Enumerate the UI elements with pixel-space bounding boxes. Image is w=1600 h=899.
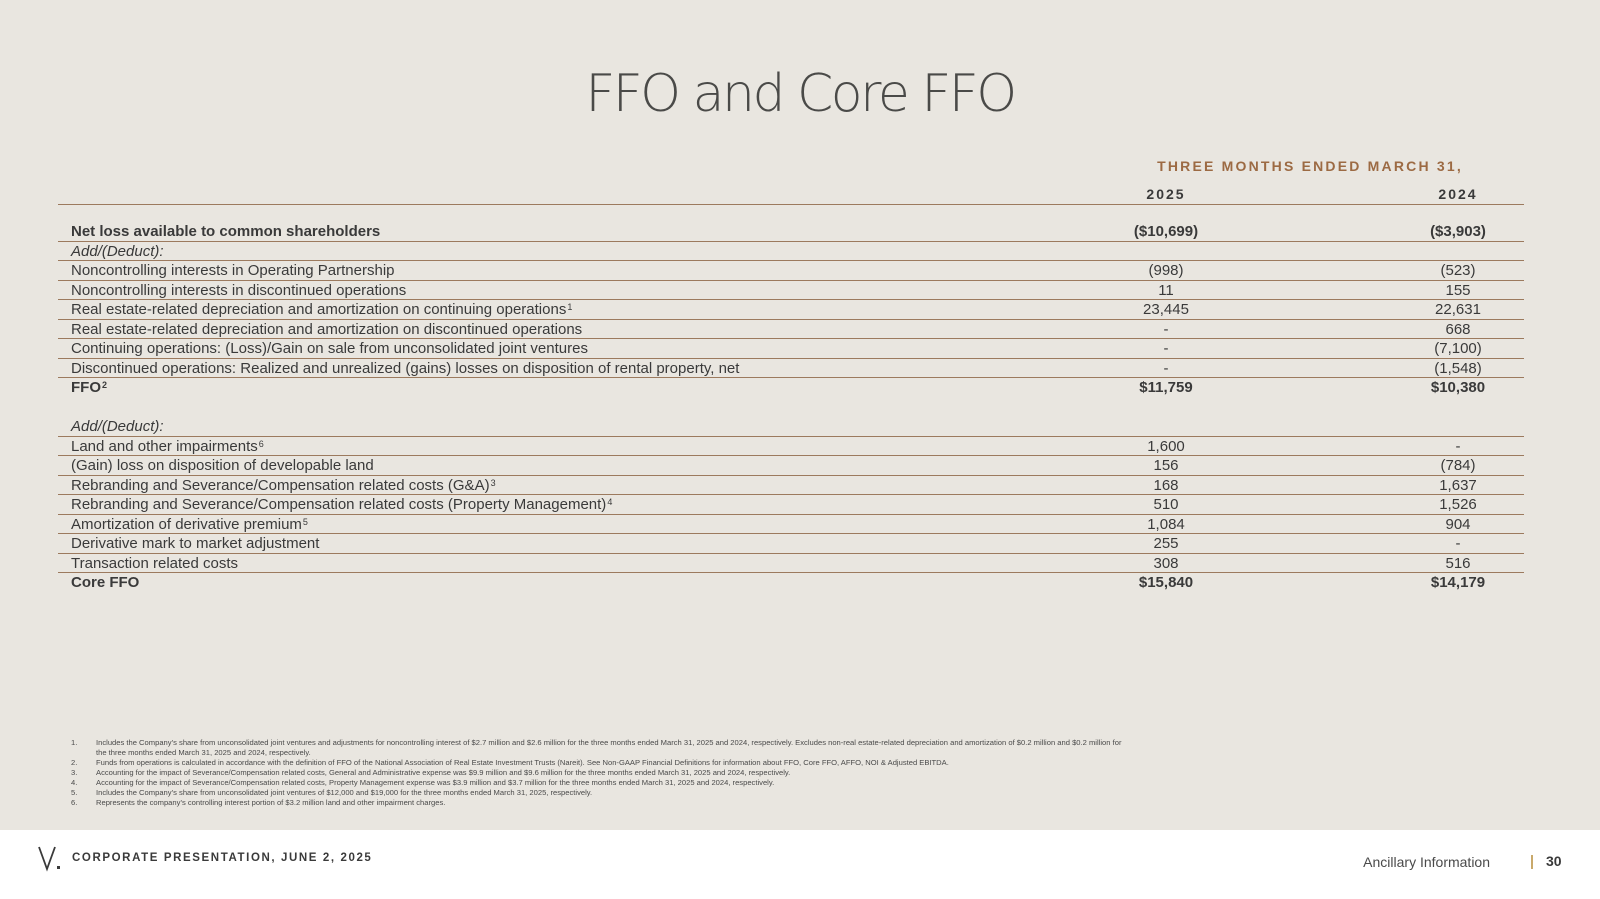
value-2025: -: [1163, 359, 1169, 377]
footnote: [71, 788, 1131, 798]
footnote-ref: 6: [258, 438, 264, 449]
period-header: THREE MONTHS ENDED MARCH 31,: [1157, 158, 1463, 174]
section-label: Ancillary Information: [1363, 854, 1490, 870]
table-row: [58, 242, 1524, 262]
page-number: 30: [1546, 853, 1562, 869]
value-2024: (523): [1440, 262, 1476, 279]
footnote: [71, 738, 1131, 758]
row-label: Continuing operations: (Loss)/Gain on sale from unconsolidated joint ventures: [71, 340, 588, 357]
value-2025: 156: [1153, 457, 1179, 474]
value-2024: (1,548): [1434, 359, 1482, 377]
table-row: [58, 281, 1524, 301]
row-label: FFO$^2$: [71, 379, 108, 396]
value-2024: 155: [1445, 281, 1471, 299]
footnote-text: Includes the Company’s share from unconsolidated joint ventures of $12,000 and $19,000 for the three months ended March 31, 2025, respectively.: [96, 788, 593, 797]
row-label: Core FFO: [71, 574, 140, 591]
table-row: [58, 495, 1524, 515]
table-row: [58, 554, 1524, 574]
value-2024: 516: [1445, 554, 1471, 572]
footnote: [71, 798, 1131, 808]
row-label: Noncontrolling interests in Operating Partnership: [71, 262, 395, 279]
footnotes: [71, 738, 1131, 808]
footnote: [71, 758, 1131, 768]
row-label: Noncontrolling interests in discontinued operations: [71, 281, 407, 299]
table-row: [58, 261, 1524, 281]
year-2024-header: 2024: [1438, 186, 1478, 202]
value-2025: 168: [1153, 476, 1179, 494]
row-label: Add/(Deduct):: [71, 242, 164, 260]
company-logo-icon: [38, 844, 62, 872]
footnote-number: 4.: [71, 778, 78, 787]
row-label: Real estate-related depreciation and amortization on discontinued operations: [71, 320, 583, 338]
value-2025: -: [1163, 340, 1169, 357]
footnote-text: Accounting for the impact of Severance/Compensation related costs, General and Administrative expense was $9.9 million and $9.6 million for the three months ended March 31, 2025 and 2024, respectively.: [96, 768, 791, 777]
row-label: Discontinued operations: Realized and unrealized (gains) losses on disposition of rental property, net: [71, 359, 740, 377]
footnote-number: 2.: [71, 758, 78, 767]
table-row: [58, 456, 1524, 476]
footnote-ref: 2: [102, 380, 108, 390]
table-row: [58, 515, 1524, 535]
footnote: [71, 778, 1131, 788]
divider-bar: [1531, 855, 1533, 869]
value-2024: $14,179: [1430, 574, 1486, 591]
value-2025: -: [1163, 320, 1169, 338]
year-2025-header: 2025: [1146, 186, 1186, 202]
table-row: [58, 359, 1524, 379]
row-label: Land and other impairments$^6$: [71, 437, 264, 455]
value-2025: (998): [1148, 262, 1184, 279]
table-row: [58, 476, 1524, 496]
row-label: Rebranding and Severance/Compensation related costs (Property Management)$^4$: [71, 496, 613, 513]
value-2025: 11: [1158, 281, 1174, 299]
footnote-text: Represents the company’s controlling interest portion of $3.2 million land and other impairment charges.: [96, 798, 446, 807]
footnote-ref: 3: [490, 477, 496, 488]
table-row: [58, 300, 1524, 320]
core-ffo-total-row: [58, 573, 1524, 593]
value-2025: 510: [1153, 496, 1179, 513]
table-row: [58, 534, 1524, 554]
value-2024: 1,637: [1439, 476, 1477, 494]
value-2024: -: [1455, 535, 1461, 552]
value-2024: (7,100): [1434, 340, 1482, 357]
footnote-ref: 5: [302, 516, 308, 527]
row-label: (Gain) loss on disposition of developable land: [71, 457, 374, 474]
row-label: Real estate-related depreciation and amortization on continuing operations$^1$: [71, 301, 573, 318]
value-2025: 308: [1153, 554, 1179, 572]
value-2024: (784): [1440, 457, 1476, 474]
footnote-number: 6.: [71, 798, 78, 807]
row-label: Derivative mark to market adjustment: [71, 535, 320, 552]
value-2024: $10,380: [1430, 379, 1486, 396]
value-2024: 1,526: [1439, 496, 1477, 513]
table-row: [58, 222, 1524, 242]
row-label: Rebranding and Severance/Compensation related costs (G&A)$^3$: [71, 476, 496, 494]
value-2024: 22,631: [1435, 301, 1481, 318]
value-2025: $15,840: [1138, 574, 1194, 591]
row-label: Transaction related costs: [71, 554, 239, 572]
table-row: [58, 417, 1524, 437]
footnote-ref: 1: [567, 302, 573, 312]
footnote-text: Includes the Company’s share from unconsolidated joint ventures and adjustments for noncontrolling interest of $2.7 million and $2.6 million for the three months ended March 31, 2025 and 2024, respectively. Excludes non-real estate-related depreciation and amortization of $0.2 million and $0.2 million for the three months ended March 31, 2025 and 2024, respectively.: [96, 738, 1122, 757]
value-2025: $11,759: [1139, 379, 1193, 396]
presentation-label: CORPORATE PRESENTATION, JUNE 2, 2025: [72, 852, 373, 864]
value-2024: -: [1455, 437, 1461, 455]
row-label: Net loss available to common shareholders: [71, 223, 381, 240]
header-divider: [58, 204, 1524, 205]
footnote-number: 5.: [71, 788, 78, 797]
table-row: [58, 437, 1524, 457]
ffo-table: [58, 222, 1524, 593]
footnote-ref: 4: [607, 497, 613, 507]
value-2025: 23,445: [1143, 301, 1189, 318]
footnote-number: 3.: [71, 768, 78, 777]
value-2025: 1,084: [1147, 515, 1185, 533]
value-2024: 904: [1445, 515, 1471, 533]
value-2025: 1,600: [1147, 437, 1185, 455]
table-row: [58, 320, 1524, 340]
table-row: [58, 339, 1524, 359]
ffo-total-row: [58, 378, 1524, 398]
value-2024: ($3,903): [1430, 223, 1486, 240]
footer: [0, 830, 1600, 899]
footnote-number: 1.: [71, 738, 78, 747]
footnote: [71, 768, 1131, 778]
row-label: Amortization of derivative premium$^5$: [71, 515, 308, 533]
row-spacer: [58, 398, 1524, 418]
value-2024: 668: [1445, 320, 1471, 338]
footnote-text: Accounting for the impact of Severance/Compensation related costs, Property Management expense was $3.9 million and $3.7 million for the three months ended March 31, 2025 and 2024, respectively.: [96, 778, 775, 787]
page-title: FFO and Core FFO: [585, 64, 1015, 124]
footnote-text: Funds from operations is calculated in accordance with the definition of FFO of the National Association of Real Estate Investment Trusts (Nareit). See Non-GAAP Financial Definitions for information about FFO, Core FFO, AFFO, NOI & Adjusted EBITDA.: [96, 758, 949, 767]
value-2025: 255: [1153, 535, 1179, 552]
value-2025: ($10,699): [1133, 223, 1199, 240]
row-label: Add/(Deduct):: [71, 418, 164, 435]
